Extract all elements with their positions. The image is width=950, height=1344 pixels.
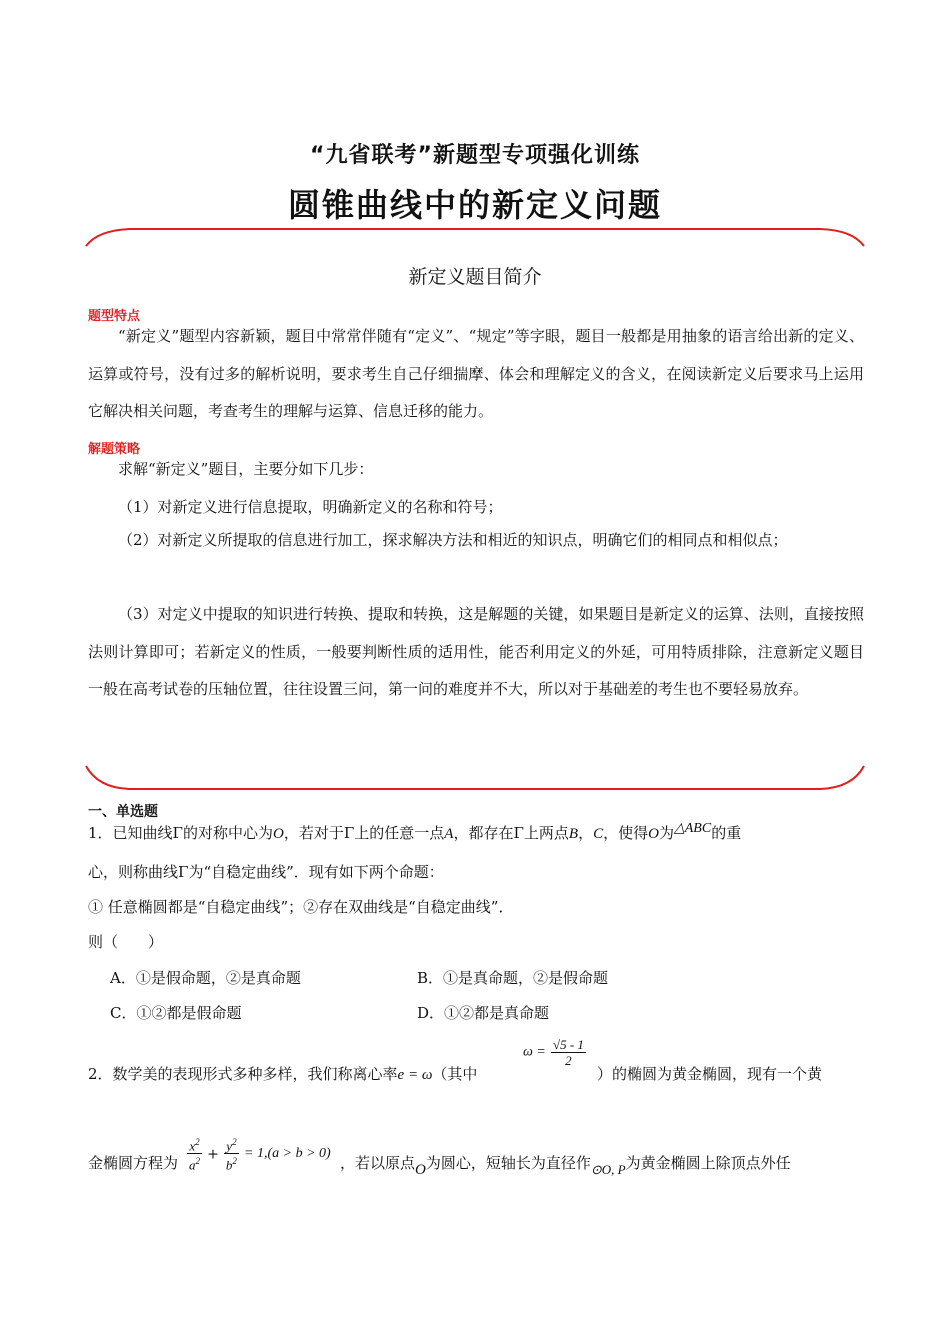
q1-line-1: 1．已知曲线Γ的对称中心为O，若对于Γ上的任意一点A，都存在Γ上两点B，C，使得O为△ABC的重	[88, 821, 742, 842]
q1-line-3: ① 任意椭圆都是“自稳定曲线”；②存在双曲线是“自稳定曲线”．	[88, 898, 514, 916]
q2-line-2: 金椭圆方程为	[88, 1154, 179, 1172]
page-title: 圆锥曲线中的新定义问题	[287, 186, 662, 224]
top-divider-arc	[80, 226, 870, 266]
intro-heading: 新定义题目简介	[408, 266, 542, 288]
features-label: 题型特点	[88, 309, 141, 324]
q1-option-b[interactable]: B．①是真命题，②是假命题	[417, 969, 609, 987]
strategy-step-2: （2）对新定义所提取的信息进行加工，探求解决方法和相近的知识点，明确它们的相同点和相似点；	[118, 531, 788, 549]
features-text: “新定义”题型内容新颖，题目中常常伴随有“定义”、“规定”等字眼，题目一般都是用抽象的语言给出新的定义、运算或符号，没有过多的解析说明，要求考生自己仔细揣摩、体会和理解定义的含义，在阅读新定义后要求马上运用它解决相关问题，考查考生的理解与运算、信息迁移的能力。	[88, 327, 864, 420]
q2-line-2-mid: ，若以原点O为圆心，短轴长为直径作⊙O, P为黄金椭圆上除顶点外任	[340, 1154, 791, 1178]
strategy-step-3: （3）对定义中提取的知识进行转换、提取和转换，这是解题的关键，如果题目是新定义的运算、法则，直接按照法则计算即可；若新定义的性质，一般要判断性质的适用性，能否利用定义的外延，可用特质排除，注意新定义题目一般在高考试卷的压轴位置，往往设置三问，第一问的难度并不大，所以对于基础差的考生也不要轻易放弃。	[88, 605, 864, 698]
q1-option-d[interactable]: D．①②都是真命题	[417, 1004, 550, 1022]
page-subtitle: “九省联考”新题型专项强化训练	[310, 143, 640, 168]
strategy-intro: 求解“新定义”题目，主要分如下几步：	[118, 460, 374, 478]
q1-line-4: 则（ ）	[88, 933, 164, 951]
q1-line-2: 心，则称曲线Γ为“自稳定曲线”．现有如下两个命题：	[88, 863, 444, 881]
q2-line-1-tail: ）的椭圆为黄金椭圆，现有一个黄	[597, 1065, 823, 1083]
strategy-step-1: （1）对新定义进行信息提取，明确新定义的名称和符号；	[118, 498, 503, 516]
q2-line-1: 2．数学美的表现形式多种多样，我们称离心率e = ω（其中	[88, 1065, 478, 1083]
bottom-divider-arc	[80, 762, 870, 802]
q1-option-c[interactable]: C．①②都是假命题	[110, 1004, 242, 1022]
q2-omega-fraction: ω = $\frac{√5 - 1}{2}$	[523, 1037, 584, 1068]
q1-option-a[interactable]: A．①是假命题，②是真命题	[110, 969, 301, 987]
section-heading: 一、单选题	[88, 804, 158, 820]
q2-ellipse-equation: $\frac{x^2}{a^2}$ + $\frac{y^2}{b^2}$ = 1,(a > b > 0)	[189, 1137, 331, 1173]
strategy-label: 解题策略	[88, 442, 141, 457]
